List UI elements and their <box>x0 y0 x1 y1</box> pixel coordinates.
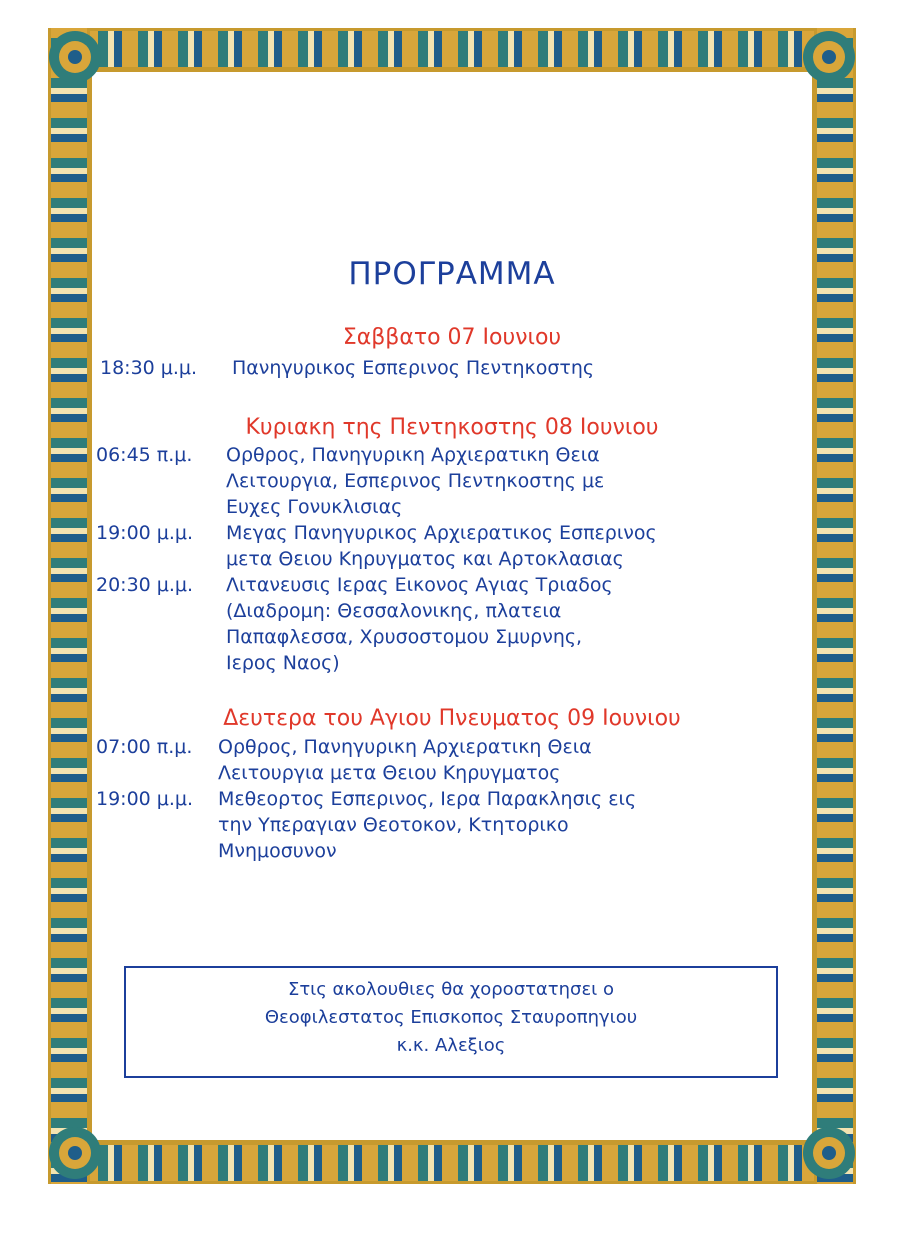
entry-time: 06:45 π.μ. <box>96 444 193 466</box>
section-heading: Σαββατο 07 Ιουνιου <box>342 325 562 350</box>
corner-flourish-icon <box>794 22 864 92</box>
ornamental-border-right <box>814 28 856 1184</box>
entry-text: Ιερος Ναος) <box>226 652 340 674</box>
corner-flourish-icon <box>40 1118 110 1188</box>
entry-text: Λειτουργια, Εσπερινος Πεντηκοστης με <box>226 470 605 492</box>
entry-text: μετα Θειου Κηρυγματος και Αρτοκλασιας <box>226 548 624 570</box>
entry-text: Ορθρος, Πανηγυρικη Αρχιερατικη Θεια <box>226 444 600 466</box>
entry-text: Ορθρος, Πανηγυρικη Αρχιερατικη Θεια <box>218 736 592 758</box>
notice-line: Θεοφιλεστατος Επισκοπος Σταυροπηγιου <box>264 1007 638 1028</box>
entry-text: Πανηγυρικος Εσπερινος Πεντηκοστης <box>232 357 595 379</box>
entry-text: Λειτουργια μετα Θειου Κηρυγματος <box>218 762 561 784</box>
entry-text: Ευχες Γονυκλισιας <box>226 496 403 518</box>
officiant-notice <box>124 966 778 1078</box>
entry-time: 19:00 μ.μ. <box>96 522 194 544</box>
ornamental-border-bottom <box>48 1142 856 1184</box>
section-heading: Δευτερα του Αγιου Πνευματος 09 Ιουνιου <box>223 706 681 731</box>
entry-text: Μεθεορτος Εσπερινος, Ιερα Παρακλησις εις <box>218 788 637 810</box>
notice-line: Στις ακολουθιες θα χοροστατησει ο <box>287 979 615 1000</box>
section-heading: Κυριακη της Πεντηκοστης 08 Ιουνιου <box>245 415 659 440</box>
entry-text: Μεγας Πανηγυρικος Αρχιερατικος Εσπερινος <box>226 522 657 544</box>
ornamental-border-top <box>48 28 856 70</box>
entry-text: Παπαφλεσσα, Χρυσοστομου Σμυρνης, <box>226 626 583 648</box>
corner-flourish-icon <box>794 1118 864 1188</box>
entry-text: Μνημοσυνον <box>218 840 337 862</box>
entry-text: (Διαδρομη: Θεσσαλονικης, πλατεια <box>226 600 562 622</box>
entry-text: Λιτανευσις Ιερας Εικονος Αγιας Τριαδος <box>226 574 613 596</box>
entry-time: 18:30 μ.μ. <box>100 357 198 379</box>
entry-text: την Υπεραγιαν Θεοτοκον, Κτητορικο <box>218 814 569 836</box>
entry-time: 07:00 π.μ. <box>96 736 193 758</box>
entry-time: 19:00 μ.μ. <box>96 788 194 810</box>
ornamental-border-left <box>48 28 90 1184</box>
notice-line: κ.κ. Αλεξιος <box>396 1035 506 1056</box>
corner-flourish-icon <box>40 22 110 92</box>
page-title: ΠΡΟΓΡΑΜΜΑ <box>348 256 556 292</box>
entry-time: 20:30 μ.μ. <box>96 574 194 596</box>
